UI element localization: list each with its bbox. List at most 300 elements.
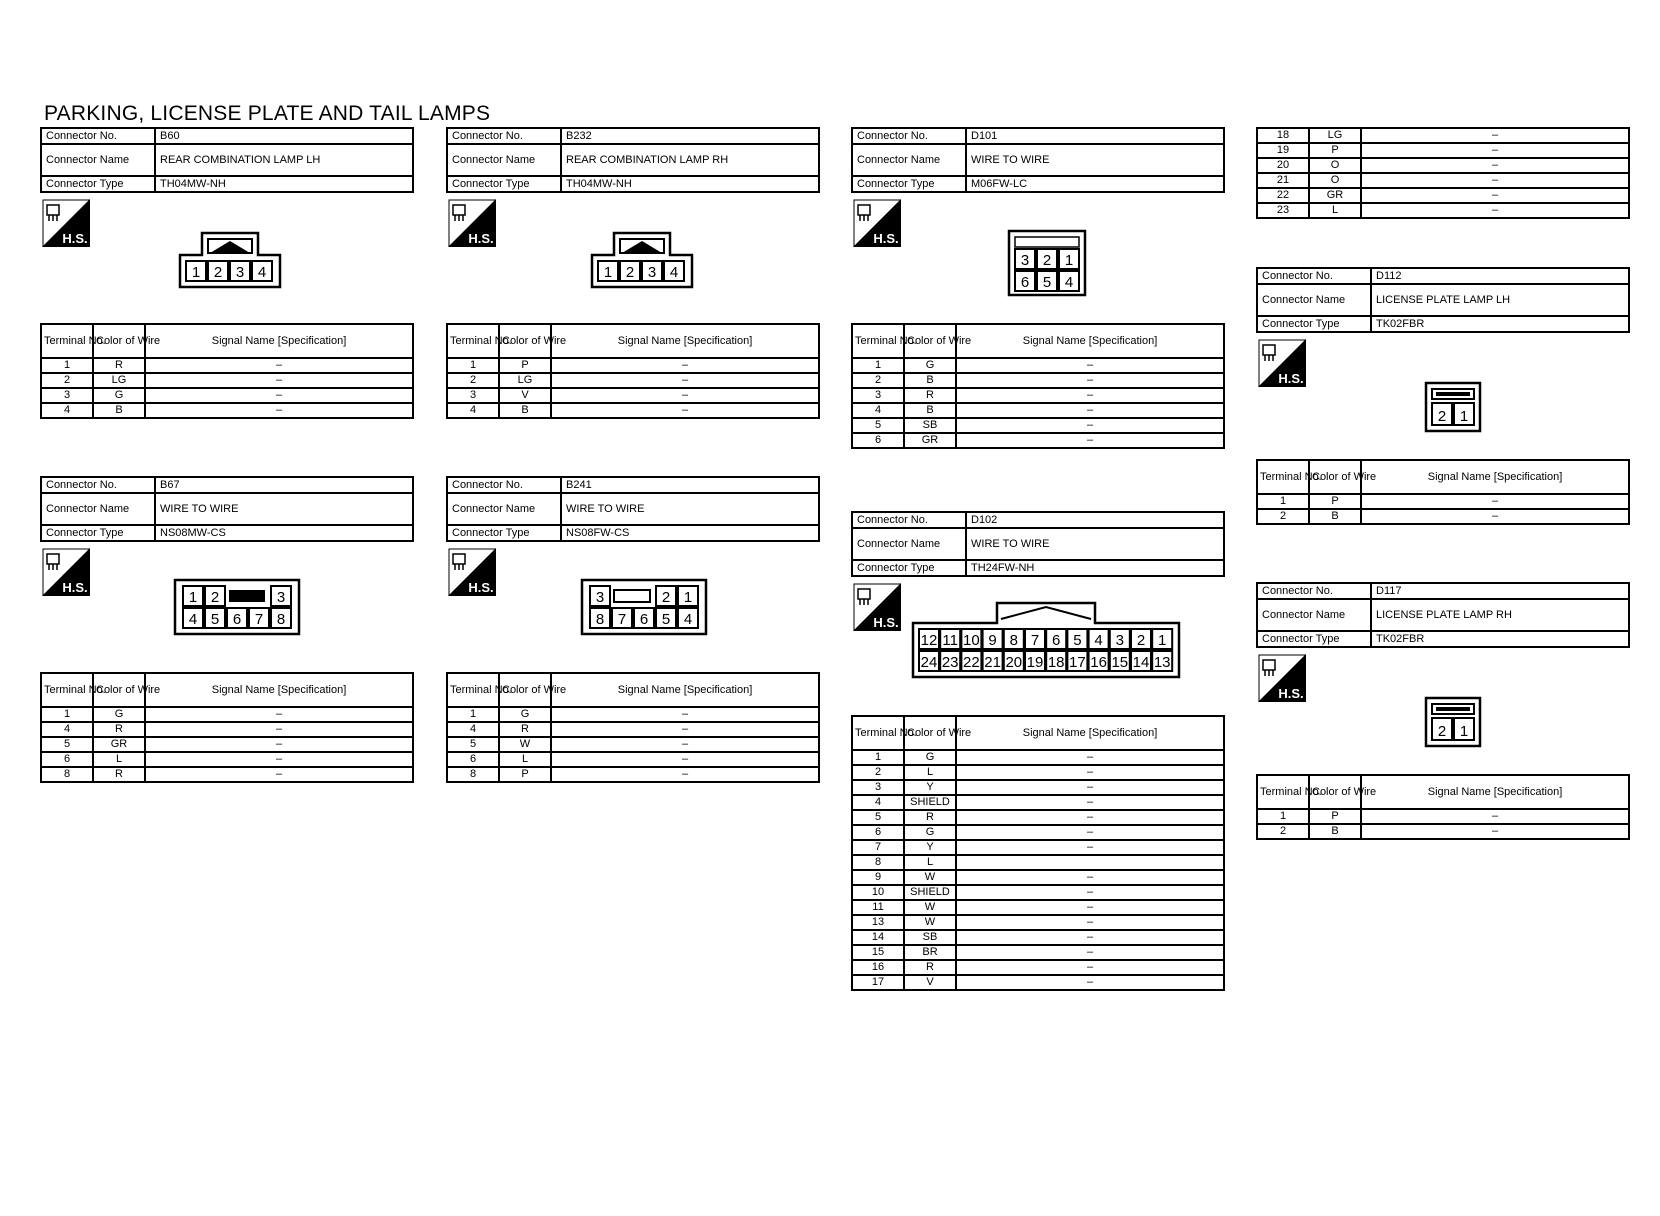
pin-number: 2 xyxy=(1437,723,1447,740)
terminal-no-header: Terminal No. xyxy=(852,324,904,358)
connector-no-value: B241 xyxy=(561,477,819,493)
terminal-no-cell: 11 xyxy=(852,900,904,915)
connector-no-value: B67 xyxy=(155,477,413,493)
pin-number: 5 xyxy=(661,611,671,628)
connector-no-label: Connector No. xyxy=(41,128,155,144)
signal-name-cell: – xyxy=(145,737,413,752)
terminal-table xyxy=(1256,127,1630,219)
pin-number: 15 xyxy=(1111,654,1129,671)
wire-color-cell: L xyxy=(93,752,145,767)
terminal-no-cell: 14 xyxy=(852,930,904,945)
signal-name-cell: – xyxy=(1361,128,1629,143)
connector-block xyxy=(446,476,820,783)
wire-color-cell: W xyxy=(904,900,956,915)
signal-name-cell: – xyxy=(956,373,1224,388)
harness-side-area xyxy=(446,542,820,672)
terminal-no-cell: 3 xyxy=(447,388,499,403)
signal-name-cell: – xyxy=(145,707,413,722)
terminal-no-cell: 4 xyxy=(852,795,904,810)
terminal-no-cell: 21 xyxy=(1257,173,1309,188)
harness-side-area xyxy=(851,193,1225,323)
terminal-no-cell: 1 xyxy=(852,358,904,373)
signal-header: Signal Name [Specification] xyxy=(551,324,819,358)
terminal-table xyxy=(40,323,414,419)
wire-color-cell: B xyxy=(1309,824,1361,839)
wire-color-cell: SHIELD xyxy=(904,795,956,810)
table-row xyxy=(447,403,819,418)
signal-name-cell: – xyxy=(956,885,1224,900)
wire-color-cell: SB xyxy=(904,930,956,945)
table-row xyxy=(1257,203,1629,218)
signal-name-cell: – xyxy=(956,960,1224,975)
pin-number: 18 xyxy=(1047,654,1065,671)
signal-name-cell: – xyxy=(956,765,1224,780)
connector-info-table xyxy=(446,127,820,193)
terminal-no-cell: 1 xyxy=(447,358,499,373)
connector-name-label: Connector Name xyxy=(1257,284,1371,316)
terminal-no-header: Terminal No. xyxy=(852,716,904,750)
pin-number: 2 xyxy=(210,589,220,606)
pin-number: 9 xyxy=(988,632,997,649)
connector-name-value: REAR COMBINATION LAMP RH xyxy=(561,144,819,176)
table-row xyxy=(852,915,1224,930)
terminal-no-cell: 1 xyxy=(447,707,499,722)
signal-name-cell: – xyxy=(956,825,1224,840)
signal-name-cell: – xyxy=(956,810,1224,825)
pin-number: 1 xyxy=(188,589,198,606)
signal-name-cell: – xyxy=(145,767,413,782)
terminal-no-cell: 6 xyxy=(41,752,93,767)
pin-number: 2 xyxy=(625,264,635,281)
terminal-no-cell: 6 xyxy=(852,825,904,840)
wire-color-cell: G xyxy=(499,707,551,722)
wire-color-cell: O xyxy=(1309,158,1361,173)
table-row xyxy=(852,418,1224,433)
connector-block xyxy=(40,476,414,783)
wire-color-cell: BR xyxy=(904,945,956,960)
terminal-no-cell: 4 xyxy=(852,403,904,418)
pin-number: 8 xyxy=(595,611,605,628)
color-header: Color of Wire xyxy=(93,324,145,358)
wire-color-cell: P xyxy=(1309,143,1361,158)
pin-number: 7 xyxy=(1030,632,1040,649)
wire-color-cell: W xyxy=(904,915,956,930)
table-row xyxy=(852,930,1224,945)
terminal-no-cell: 17 xyxy=(852,975,904,990)
wire-color-cell: V xyxy=(499,388,551,403)
pin-number: 2 xyxy=(1136,632,1146,649)
connector-lock xyxy=(1436,392,1470,396)
pin-number: 3 xyxy=(235,264,245,281)
table-row xyxy=(852,840,1224,855)
terminal-no-cell: 10 xyxy=(852,885,904,900)
signal-name-cell: – xyxy=(956,900,1224,915)
pin-number: 6 xyxy=(639,611,649,628)
connector-face-diagram xyxy=(590,231,694,289)
table-row xyxy=(852,765,1224,780)
harness-side-area xyxy=(40,193,414,323)
connector-lock xyxy=(1436,707,1470,711)
wire-color-cell: P xyxy=(1309,494,1361,509)
table-row xyxy=(852,810,1224,825)
connector-no-label: Connector No. xyxy=(1257,268,1371,284)
signal-name-cell: – xyxy=(956,870,1224,885)
connector-info-table xyxy=(851,511,1225,577)
table-row xyxy=(447,358,819,373)
connector-type-label: Connector Type xyxy=(1257,631,1371,647)
pin-number: 1 xyxy=(1459,723,1469,740)
wire-color-cell: LG xyxy=(93,373,145,388)
table-row xyxy=(1257,824,1629,839)
terminal-no-cell: 19 xyxy=(1257,143,1309,158)
connector-type-label: Connector Type xyxy=(447,176,561,192)
harness-side-area xyxy=(851,577,1225,715)
connector-name-label: Connector Name xyxy=(852,144,966,176)
wire-color-cell: SHIELD xyxy=(904,885,956,900)
wire-color-cell: Y xyxy=(904,780,956,795)
table-row xyxy=(852,358,1224,373)
pin-number: 6 xyxy=(1020,274,1030,291)
harness-side-area xyxy=(40,542,414,672)
connector-face-diagram xyxy=(580,578,708,636)
wire-color-cell: Y xyxy=(904,840,956,855)
pin-number: 5 xyxy=(1042,274,1052,291)
table-row xyxy=(852,945,1224,960)
signal-header: Signal Name [Specification] xyxy=(956,324,1224,358)
signal-name-cell: – xyxy=(1361,143,1629,158)
connector-type-label: Connector Type xyxy=(41,176,155,192)
table-row xyxy=(1257,173,1629,188)
wire-color-cell: R xyxy=(904,388,956,403)
color-header: Color of Wire xyxy=(1309,460,1361,494)
wire-color-cell: L xyxy=(904,765,956,780)
table-row xyxy=(852,373,1224,388)
terminal-no-cell: 2 xyxy=(852,373,904,388)
signal-name-cell: – xyxy=(956,388,1224,403)
connector-type-value: TK02FBR xyxy=(1371,316,1629,332)
wire-color-cell: SB xyxy=(904,418,956,433)
signal-name-cell: – xyxy=(956,418,1224,433)
signal-name-cell: – xyxy=(956,945,1224,960)
connector-lock xyxy=(614,590,650,602)
connector-type-value: TK02FBR xyxy=(1371,631,1629,647)
wire-color-cell: G xyxy=(93,707,145,722)
connector-name-label: Connector Name xyxy=(852,528,966,560)
table-row xyxy=(852,780,1224,795)
pin-number: 2 xyxy=(1042,252,1052,269)
signal-header: Signal Name [Specification] xyxy=(145,673,413,707)
pin-number: 4 xyxy=(188,611,198,628)
table-row xyxy=(1257,509,1629,524)
connector-face-diagram xyxy=(178,231,282,289)
connector-name-label: Connector Name xyxy=(447,144,561,176)
connector-name-value: REAR COMBINATION LAMP LH xyxy=(155,144,413,176)
signal-name-cell xyxy=(956,855,1224,870)
table-row xyxy=(41,767,413,782)
table-row xyxy=(852,855,1224,870)
hs-label: H.S. xyxy=(62,231,88,246)
pin-number: 20 xyxy=(1005,654,1023,671)
harness-side-icon xyxy=(853,583,901,631)
color-header: Color of Wire xyxy=(904,716,956,750)
table-row xyxy=(1257,158,1629,173)
pin-number: 6 xyxy=(232,611,242,628)
pin-number: 5 xyxy=(210,611,220,628)
harness-side-icon xyxy=(42,548,90,596)
signal-name-cell: – xyxy=(1361,203,1629,218)
terminal-no-cell: 4 xyxy=(41,722,93,737)
connector-lock xyxy=(229,590,265,602)
pin-number: 1 xyxy=(1459,408,1469,425)
connector-no-label: Connector No. xyxy=(41,477,155,493)
signal-header: Signal Name [Specification] xyxy=(145,324,413,358)
table-row xyxy=(1257,143,1629,158)
page-title: PARKING, LICENSE PLATE AND TAIL LAMPS xyxy=(44,102,491,125)
terminal-no-cell: 9 xyxy=(852,870,904,885)
pin-number: 11 xyxy=(942,632,958,649)
signal-name-cell: – xyxy=(1361,158,1629,173)
signal-name-cell: – xyxy=(1361,494,1629,509)
table-row xyxy=(41,403,413,418)
wire-color-cell: L xyxy=(1309,203,1361,218)
hs-label: H.S. xyxy=(1278,686,1304,701)
hs-label: H.S. xyxy=(873,615,899,630)
terminal-no-cell: 18 xyxy=(1257,128,1309,143)
harness-side-icon xyxy=(448,199,496,247)
pin-number: 7 xyxy=(254,611,264,628)
pin-number: 1 xyxy=(683,589,693,606)
pin-number: 8 xyxy=(276,611,286,628)
connector-no-label: Connector No. xyxy=(852,512,966,528)
terminal-no-cell: 2 xyxy=(852,765,904,780)
connector-no-value: D112 xyxy=(1371,268,1629,284)
connector-type-value: M06FW-LC xyxy=(966,176,1224,192)
connector-type-label: Connector Type xyxy=(852,560,966,576)
table-row xyxy=(447,707,819,722)
terminal-no-cell: 2 xyxy=(1257,509,1309,524)
connector-no-label: Connector No. xyxy=(852,128,966,144)
terminal-no-cell: 8 xyxy=(447,767,499,782)
signal-name-cell: – xyxy=(145,752,413,767)
pin-number: 2 xyxy=(213,264,223,281)
wire-color-cell: LG xyxy=(499,373,551,388)
terminal-no-header: Terminal No. xyxy=(447,324,499,358)
signal-name-cell: – xyxy=(956,780,1224,795)
connector-type-value: TH04MW-NH xyxy=(155,176,413,192)
pin-number: 5 xyxy=(1073,632,1082,649)
pin-number: 3 xyxy=(1020,252,1030,269)
signal-name-cell: – xyxy=(1361,809,1629,824)
wire-color-cell: L xyxy=(904,855,956,870)
terminal-no-cell: 5 xyxy=(852,810,904,825)
terminal-no-cell: 15 xyxy=(852,945,904,960)
table-row xyxy=(1257,494,1629,509)
wire-color-cell: P xyxy=(499,767,551,782)
connector-name-label: Connector Name xyxy=(41,493,155,525)
terminal-no-cell: 1 xyxy=(41,707,93,722)
connector-type-value: TH24FW-NH xyxy=(966,560,1224,576)
terminal-no-header: Terminal No. xyxy=(41,673,93,707)
terminal-no-cell: 7 xyxy=(852,840,904,855)
terminal-no-cell: 1 xyxy=(1257,494,1309,509)
pin-number: 6 xyxy=(1052,632,1061,649)
connector-face-diagram xyxy=(911,599,1181,679)
connector-type-label: Connector Type xyxy=(1257,316,1371,332)
pin-number: 21 xyxy=(984,654,1001,671)
signal-name-cell: – xyxy=(1361,824,1629,839)
signal-name-cell: – xyxy=(956,840,1224,855)
connector-name-label: Connector Name xyxy=(41,144,155,176)
terminal-no-cell: 8 xyxy=(852,855,904,870)
signal-name-cell: – xyxy=(551,358,819,373)
terminal-no-cell: 2 xyxy=(1257,824,1309,839)
harness-side-icon xyxy=(448,548,496,596)
table-row xyxy=(41,358,413,373)
terminal-table xyxy=(446,323,820,419)
signal-name-cell: – xyxy=(956,358,1224,373)
table-row xyxy=(41,373,413,388)
pin-number: 13 xyxy=(1153,654,1171,671)
terminal-no-cell: 3 xyxy=(852,780,904,795)
signal-name-cell: – xyxy=(956,975,1224,990)
hs-label: H.S. xyxy=(62,580,88,595)
pin-number: 19 xyxy=(1026,654,1044,671)
connector-name-value: WIRE TO WIRE xyxy=(966,528,1224,560)
pin-number: 3 xyxy=(1115,632,1124,649)
color-header: Color of Wire xyxy=(499,324,551,358)
wire-color-cell: R xyxy=(93,358,145,373)
connector-block xyxy=(40,127,414,419)
connector-name-value: WIRE TO WIRE xyxy=(155,493,413,525)
signal-name-cell: – xyxy=(145,388,413,403)
wire-color-cell: B xyxy=(904,403,956,418)
wire-color-cell: G xyxy=(904,358,956,373)
connector-face-diagram xyxy=(1007,229,1087,297)
pin-number: 4 xyxy=(1064,274,1074,291)
terminal-no-header: Terminal No. xyxy=(1257,460,1309,494)
color-header: Color of Wire xyxy=(499,673,551,707)
signal-name-cell: – xyxy=(145,722,413,737)
pin-number: 3 xyxy=(595,589,605,606)
pin-number: 1 xyxy=(191,264,201,281)
signal-name-cell: – xyxy=(1361,509,1629,524)
terminal-no-cell: 4 xyxy=(447,403,499,418)
connector-no-value: B232 xyxy=(561,128,819,144)
table-row xyxy=(852,750,1224,765)
signal-name-cell: – xyxy=(551,388,819,403)
connector-type-label: Connector Type xyxy=(41,525,155,541)
table-row xyxy=(41,752,413,767)
pin-number: 8 xyxy=(1009,632,1018,649)
signal-name-cell: – xyxy=(551,707,819,722)
connector-name-value: LICENSE PLATE LAMP LH xyxy=(1371,284,1629,316)
terminal-no-cell: 4 xyxy=(41,403,93,418)
signal-name-cell: – xyxy=(551,373,819,388)
wire-color-cell: R xyxy=(93,722,145,737)
connector-no-value: D102 xyxy=(966,512,1224,528)
connector-face-diagram xyxy=(1424,696,1482,748)
terminal-no-cell: 13 xyxy=(852,915,904,930)
terminal-no-cell: 4 xyxy=(447,722,499,737)
connector-name-value: LICENSE PLATE LAMP RH xyxy=(1371,599,1629,631)
pin-number: 14 xyxy=(1132,654,1150,671)
pin-number: 4 xyxy=(1094,632,1103,649)
terminal-no-cell: 8 xyxy=(41,767,93,782)
table-row xyxy=(447,722,819,737)
wire-color-cell: B xyxy=(93,403,145,418)
table-row xyxy=(447,388,819,403)
harness-side-icon xyxy=(853,199,901,247)
color-header: Color of Wire xyxy=(93,673,145,707)
connector-info-table xyxy=(40,476,414,542)
signal-name-cell: – xyxy=(1361,173,1629,188)
terminal-no-cell: 2 xyxy=(41,373,93,388)
terminal-no-header: Terminal No. xyxy=(41,324,93,358)
signal-name-cell: – xyxy=(956,750,1224,765)
harness-side-area xyxy=(1256,333,1630,459)
wire-color-cell: W xyxy=(904,870,956,885)
terminal-no-cell: 3 xyxy=(41,388,93,403)
terminal-table xyxy=(1256,459,1630,525)
terminal-no-cell: 2 xyxy=(447,373,499,388)
wire-color-cell: R xyxy=(499,722,551,737)
pin-number: 16 xyxy=(1090,654,1107,671)
pin-number: 12 xyxy=(920,632,938,649)
wire-color-cell: O xyxy=(1309,173,1361,188)
table-row xyxy=(852,960,1224,975)
connector-face-diagram xyxy=(1424,381,1482,433)
table-row xyxy=(852,388,1224,403)
pin-number: 17 xyxy=(1069,654,1086,671)
harness-side-area xyxy=(446,193,820,323)
terminal-no-cell: 5 xyxy=(447,737,499,752)
color-header: Color of Wire xyxy=(1309,775,1361,809)
table-row xyxy=(852,900,1224,915)
harness-side-icon xyxy=(1258,339,1306,387)
table-row xyxy=(852,795,1224,810)
connector-no-value: D101 xyxy=(966,128,1224,144)
wire-color-cell: P xyxy=(1309,809,1361,824)
signal-name-cell: – xyxy=(145,403,413,418)
connector-name-value: WIRE TO WIRE xyxy=(561,493,819,525)
pin-number: 1 xyxy=(1158,632,1167,649)
connector-type-value: TH04MW-NH xyxy=(561,176,819,192)
wire-color-cell: B xyxy=(499,403,551,418)
table-row xyxy=(1257,188,1629,203)
connector-block xyxy=(851,511,1225,991)
table-row xyxy=(447,752,819,767)
connector-name-label: Connector Name xyxy=(1257,599,1371,631)
wire-color-cell: B xyxy=(904,373,956,388)
table-row xyxy=(447,737,819,752)
connector-block xyxy=(851,127,1225,449)
table-row xyxy=(447,373,819,388)
signal-name-cell: – xyxy=(956,433,1224,448)
terminal-no-cell: 16 xyxy=(852,960,904,975)
connector-no-value: B60 xyxy=(155,128,413,144)
terminal-no-cell: 1 xyxy=(852,750,904,765)
wire-color-cell: P xyxy=(499,358,551,373)
terminal-table xyxy=(1256,774,1630,840)
table-row xyxy=(852,870,1224,885)
connector-face-diagram xyxy=(173,578,301,636)
pin-number: 3 xyxy=(647,264,657,281)
signal-name-cell: – xyxy=(551,722,819,737)
wire-color-cell: LG xyxy=(1309,128,1361,143)
terminal-no-cell: 3 xyxy=(852,388,904,403)
terminal-no-cell: 6 xyxy=(852,433,904,448)
hs-label: H.S. xyxy=(468,231,494,246)
